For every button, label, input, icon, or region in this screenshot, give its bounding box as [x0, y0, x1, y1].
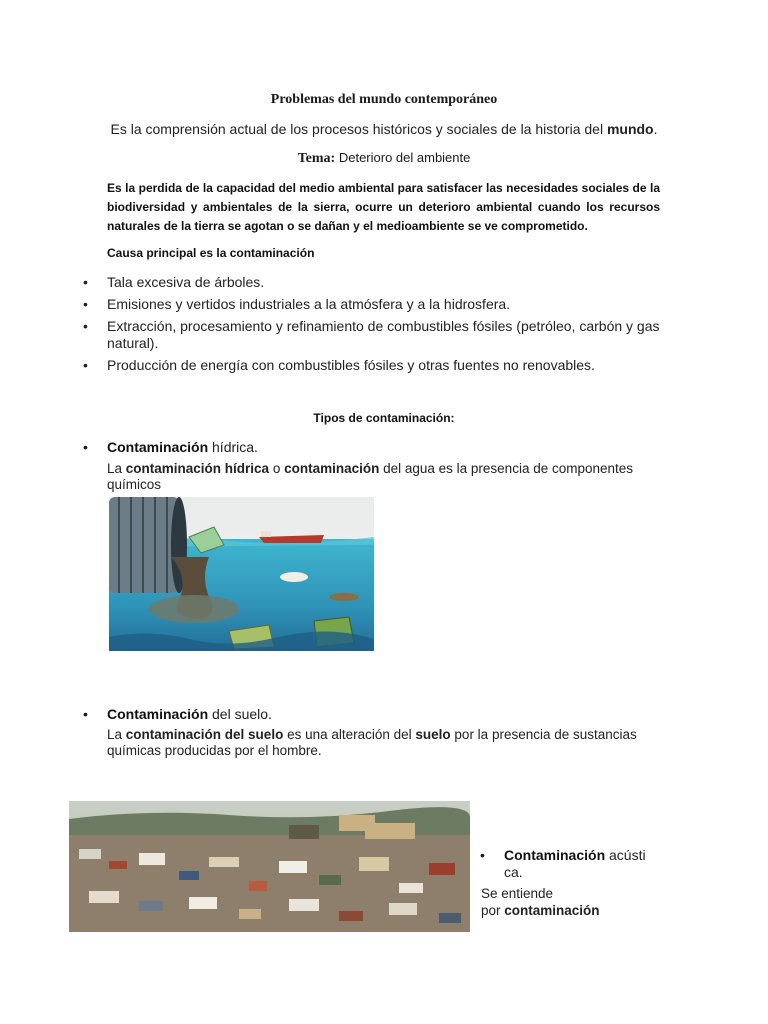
bullet: •	[83, 357, 88, 373]
acustica-heading-bold: Contaminación	[504, 847, 606, 863]
text: La	[107, 461, 126, 476]
acustica-heading-rest: ca.	[504, 864, 523, 880]
definition-paragraph: Es la perdida de la capacidad del medio ambiental para satisfacer las necesidades sociales de la biodiversidad y ambientales de la sierra, ocurre un deterioro ambiental cuando los recursos naturales de la tierra se agotan o se dañan y el medioambiente se ve comprometido.	[107, 181, 660, 233]
text-bold: contaminación hídrica	[125, 461, 270, 476]
list-item	[0, 318, 700, 352]
acustica-heading	[504, 847, 646, 881]
text: es una alteración del	[283, 727, 416, 742]
acustica-description	[481, 885, 600, 919]
text-bold: contaminación del suelo	[125, 727, 284, 742]
bullet: •	[480, 847, 485, 863]
bullet: •	[83, 318, 88, 334]
text: por	[481, 903, 505, 918]
text-bold: contaminación	[284, 461, 380, 476]
list-item-text: Extracción, procesamiento y refinamiento de combustibles fósiles (petróleo, carbón y gas natural).	[107, 318, 660, 351]
text-bold: contaminación	[504, 903, 600, 918]
hidrica-heading-bold: Contaminación	[107, 439, 209, 455]
tema-value: Deterioro del ambiente	[338, 150, 471, 165]
text: del agua es la presencia de componentes químicos	[107, 461, 634, 492]
text: Se entiende	[481, 886, 554, 901]
tipos-heading: Tipos de contaminación:	[313, 411, 455, 425]
bullet: •	[83, 706, 88, 722]
suelo-heading-bold: Contaminación	[107, 706, 209, 722]
list-item	[0, 357, 700, 374]
list-item	[0, 296, 700, 313]
suelo-heading	[107, 706, 272, 722]
bullet: •	[83, 296, 88, 312]
causa-heading: Causa principal es la contaminación	[107, 246, 315, 260]
hidrica-description	[107, 461, 667, 493]
acustica-heading-rest: acústi	[605, 847, 646, 863]
tema-line	[0, 150, 768, 167]
intro-paragraph	[0, 121, 768, 137]
text: por la presencia de sustancias químicas producidas por el hombre.	[107, 727, 637, 758]
tema-label: Tema:	[297, 151, 336, 166]
intro-text: Es la comprensión actual de los procesos históricos y sociales de la historia del	[110, 121, 607, 137]
list-item-text: Emisiones y vertidos industriales a la atmósfera y a la hidrosfera.	[107, 296, 511, 312]
water-pollution-image	[109, 497, 374, 651]
bullet: •	[83, 274, 88, 290]
suelo-heading-rest: del suelo.	[208, 706, 272, 722]
list-item-text: Producción de energía con combustibles fósiles y otras fuentes no renovables.	[107, 357, 595, 373]
landfill-image	[69, 801, 470, 932]
causes-list	[0, 274, 700, 379]
bullet: •	[83, 439, 88, 455]
list-item	[0, 274, 700, 291]
text: La	[107, 727, 126, 742]
text: o	[269, 461, 285, 476]
document-title: Problemas del mundo contemporáneo	[270, 92, 498, 107]
intro-end: .	[653, 121, 658, 137]
intro-bold: mundo	[606, 121, 654, 137]
suelo-description	[107, 727, 667, 759]
text-bold: suelo	[415, 727, 451, 742]
list-item-text: Tala excesiva de árboles.	[107, 274, 265, 290]
hidrica-heading	[107, 439, 258, 455]
hidrica-heading-rest: hídrica.	[208, 439, 258, 455]
